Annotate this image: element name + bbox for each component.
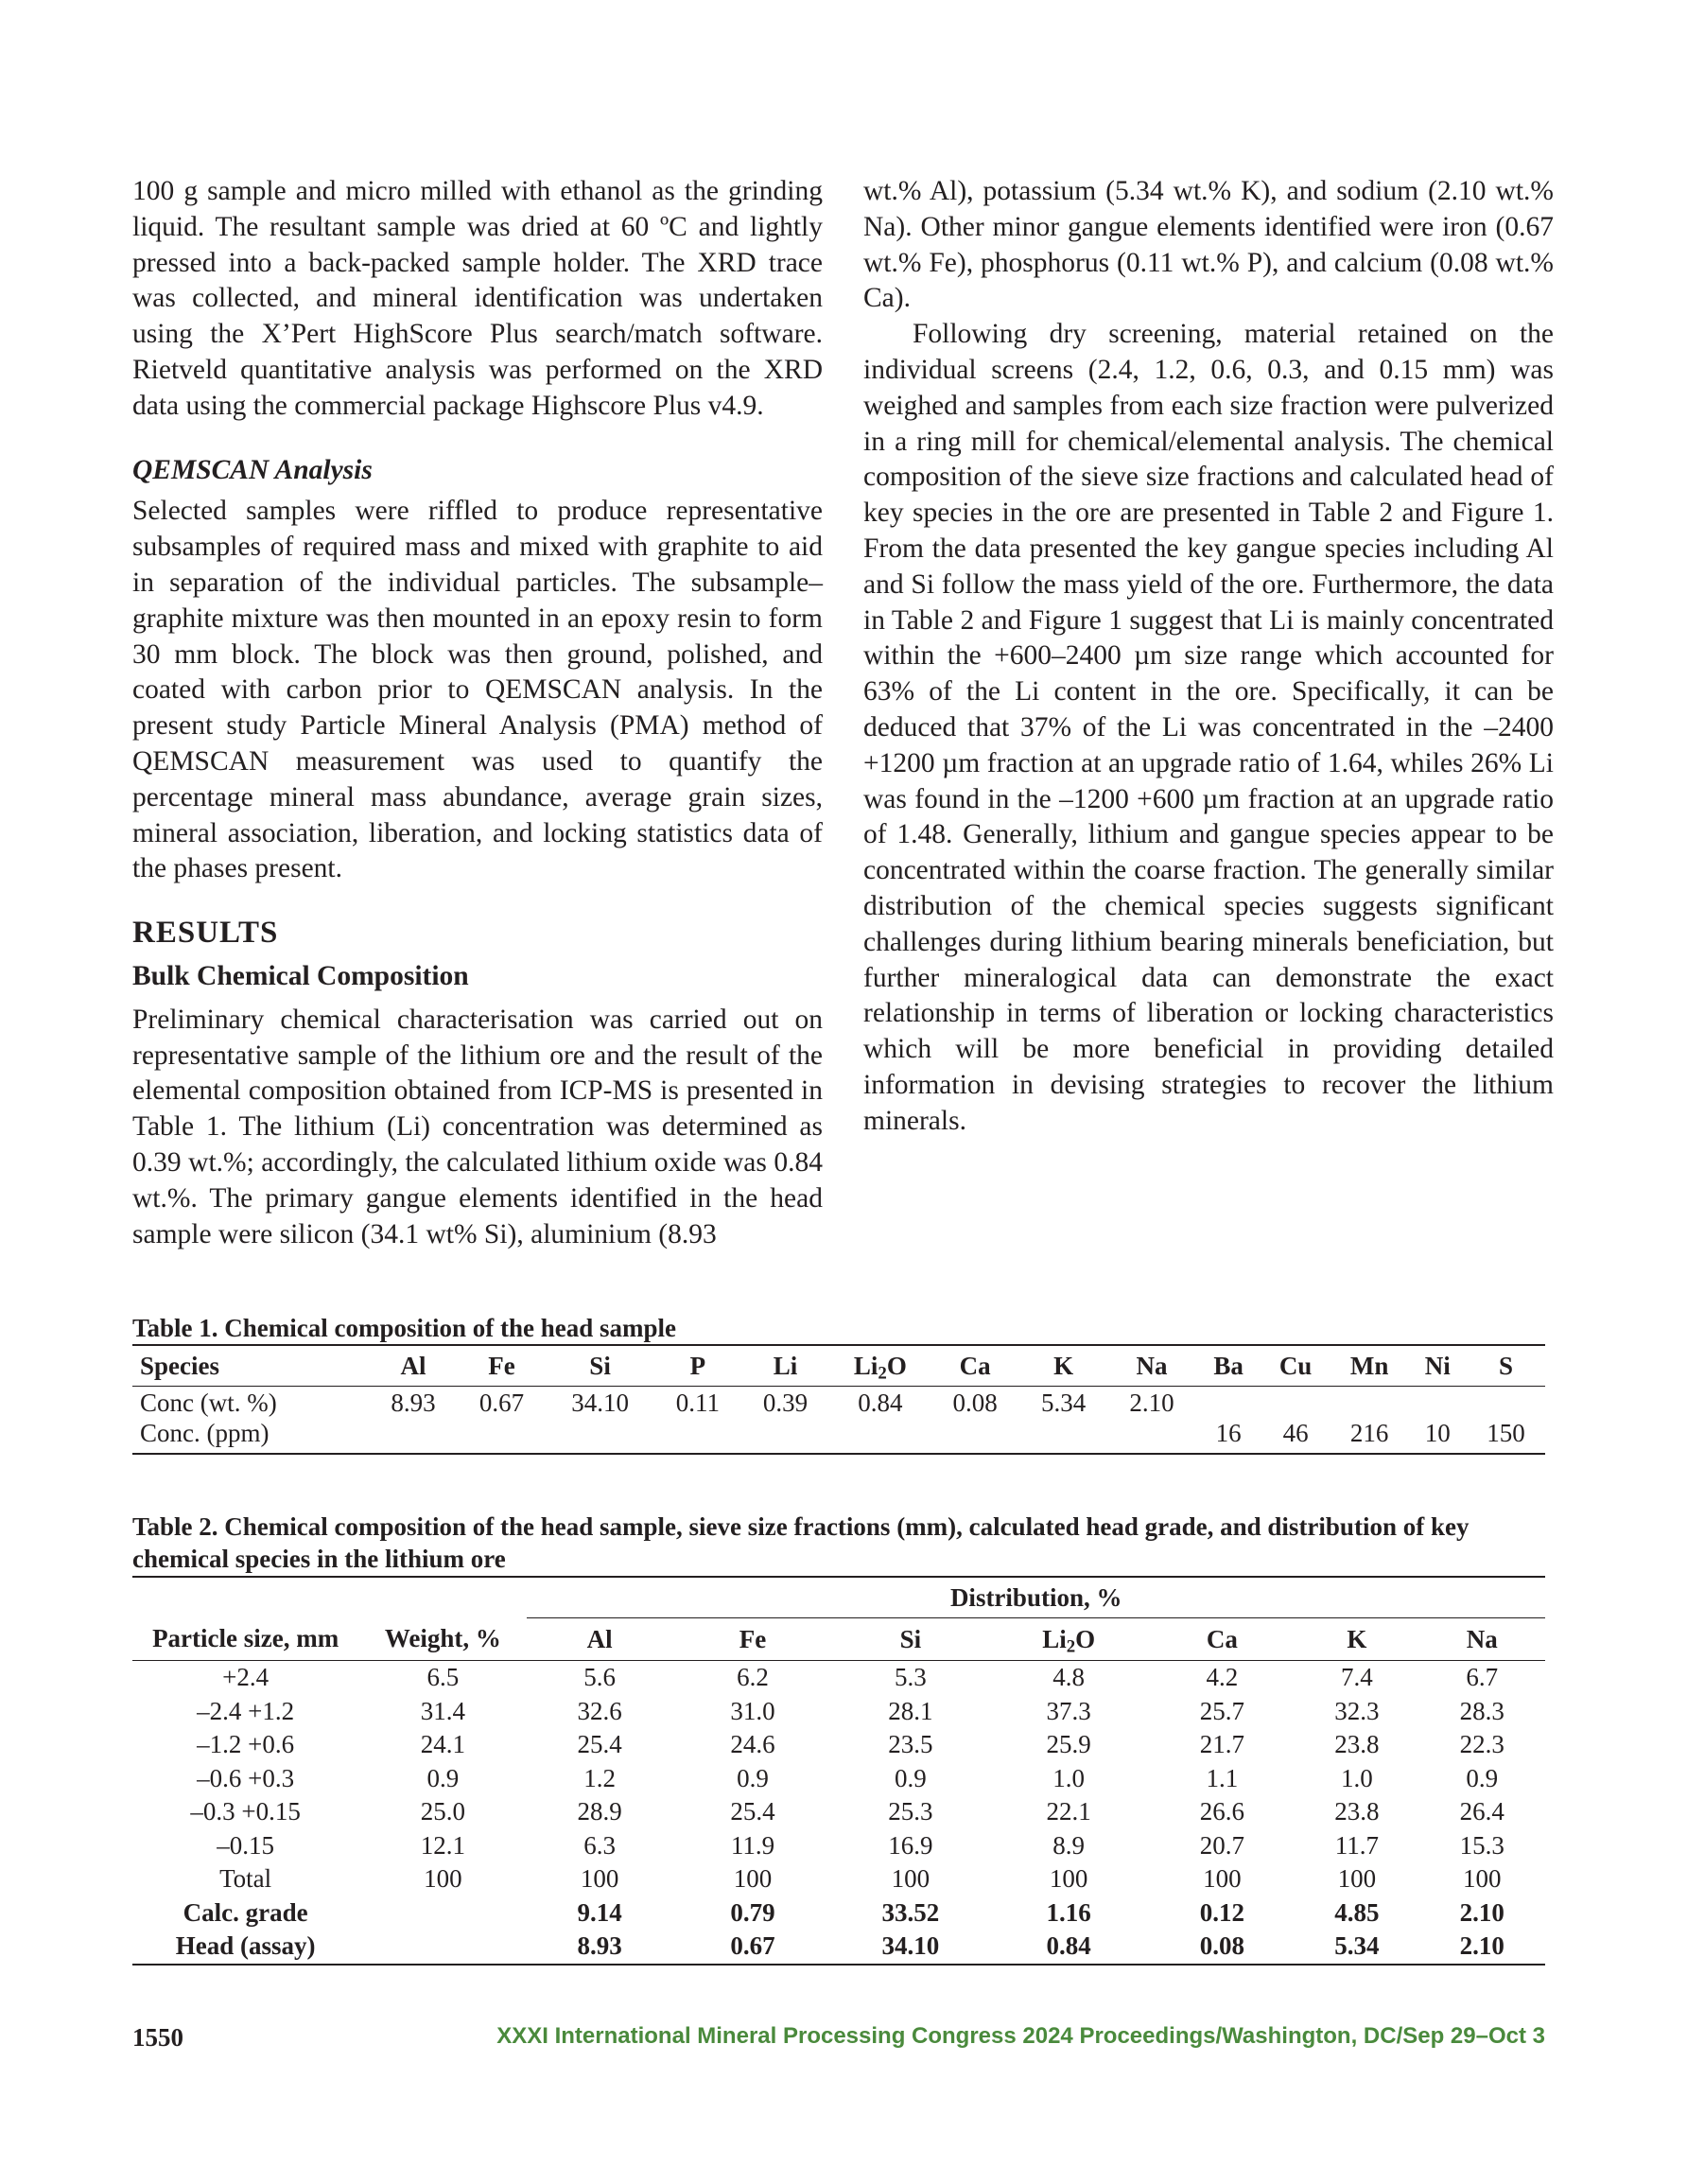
- table-cell: 0.79: [730, 1897, 775, 1927]
- table-cell: [369, 1419, 457, 1454]
- table-cell: 100: [580, 1864, 619, 1894]
- table-cell: 0.9: [1466, 1763, 1499, 1792]
- table-cell: 100: [1337, 1864, 1377, 1894]
- table-header-row: [132, 1345, 1545, 1387]
- table-row: [132, 1419, 1545, 1454]
- table-cell: 16: [1196, 1419, 1261, 1454]
- table-cell: 2.10: [1419, 1930, 1545, 1965]
- table-cell: 5.34: [1295, 1930, 1419, 1965]
- table-cell: 23.5: [888, 1730, 933, 1759]
- table-header-cell: Mn: [1330, 1345, 1409, 1387]
- table-header-cell: Al: [527, 1618, 672, 1661]
- page-number: 1550: [132, 2023, 183, 2052]
- table-cell: 25.7: [1199, 1696, 1244, 1725]
- table-cell: 0.11: [675, 1388, 720, 1417]
- table-header-cell: Al: [369, 1345, 457, 1387]
- table-cell: [1107, 1419, 1195, 1454]
- table-cell: 21.7: [1199, 1730, 1244, 1759]
- table-header-cell: Species: [132, 1345, 369, 1387]
- table-cell: 11.9: [730, 1830, 775, 1860]
- table2-title: [132, 1511, 1551, 1575]
- table-cell: 7.4: [1340, 1663, 1373, 1692]
- right-column: [863, 174, 1554, 1140]
- table-cell: 150: [1467, 1419, 1545, 1454]
- table-cell: [930, 1419, 1018, 1454]
- table-cell: 100: [1049, 1864, 1088, 1894]
- table-cell: –0.3 +0.15: [190, 1797, 301, 1826]
- table-cell: 22.1: [1046, 1797, 1091, 1826]
- table-cell: 2.10: [1459, 1897, 1504, 1927]
- table-header-cell: K: [1019, 1345, 1107, 1387]
- table-cell: 0.67: [672, 1930, 833, 1965]
- paragraph: Selected samples were riffled to produce representative subsamples of required mass and mixed with graphite to aid in separation of the individual particles. The subsample–graphite mixture was then mounted in an epoxy resin to form 30 mm block. The block was then ground, polished, and coated with carbon prior to QEMSCAN analysis. In the present study Particle Mineral Analysis (PMA) method of QEMSCAN measurement was used to quantify the percentage mineral mass abundance, average grain sizes, mineral association, liberation, and locking statistics data of the phases present.: [132, 496, 823, 884]
- table-cell: –0.6 +0.3: [197, 1763, 295, 1792]
- table-cell: 20.7: [1199, 1830, 1244, 1860]
- table-cell: 32.6: [577, 1696, 622, 1725]
- table-cell: [358, 1896, 527, 1931]
- table-cell: 1.1: [1206, 1763, 1239, 1792]
- table-cell: –1.2 +0.6: [197, 1730, 295, 1759]
- table-cell: 25.0: [420, 1797, 465, 1826]
- table-row: [132, 1862, 1545, 1896]
- table-cell: 0.08: [952, 1388, 998, 1417]
- table-cell: 0.67: [478, 1388, 525, 1417]
- table-row: [132, 1829, 1545, 1863]
- table-header-cell: Ca: [1150, 1618, 1296, 1661]
- table-cell: 34.10: [833, 1930, 988, 1965]
- table-cell: 25.9: [1046, 1730, 1091, 1759]
- table-cell: Total: [219, 1864, 272, 1894]
- table-cell: 23.8: [1334, 1797, 1380, 1826]
- paragraph: Preliminary chemical characterisation was carried out on representative sample of the lithium ore and the result of the elemental composition obtained from ICP-MS is presented in Table 1. The lithium (Li) concentration was determined as 0.39 wt.%; accordingly, the calculated lithium oxide was 0.84 wt.%. The primary gangue elements identified in the head sample were silicon (34.1 wt% Si), aluminium (8.93: [132, 1004, 823, 1249]
- table-cell: 5.6: [583, 1663, 617, 1692]
- formula-subscript: 2: [1066, 1636, 1076, 1657]
- formula-tail: O: [886, 1351, 907, 1380]
- table-cell: 0.9: [426, 1763, 460, 1792]
- table-header-cell: Si: [833, 1618, 988, 1661]
- table-cell: 9.14: [577, 1897, 622, 1927]
- table-cell: 4.85: [1334, 1897, 1380, 1927]
- table-cell: 25.4: [577, 1730, 622, 1759]
- table-cell: –0.15: [217, 1830, 275, 1860]
- table-header-cell: [988, 1618, 1150, 1661]
- table-cell: 1.0: [1340, 1763, 1373, 1792]
- left-column: [132, 174, 823, 1252]
- table-cell: 34.10: [571, 1388, 629, 1417]
- table-cell: 100: [891, 1864, 930, 1894]
- paragraph: wt.% Al), potassium (5.34 wt.% K), and sodium (2.10 wt.% Na). Other minor gangue elements identified were iron (0.67 wt.% Fe), phosphorus (0.11 wt.% P), and calcium (0.08 wt.% Ca).: [863, 176, 1554, 314]
- table-row: [132, 1896, 1545, 1931]
- table-cell: [741, 1419, 829, 1454]
- table-cell: 15.3: [1459, 1830, 1504, 1860]
- table-row: [132, 1695, 1545, 1729]
- table-cell: [1330, 1387, 1409, 1420]
- table-header-row: [132, 1618, 1545, 1661]
- table2-title-line: Table 2. Chemical composition of the head sample, sieve size fractions (mm), calculated head grade, and distribution of key: [132, 1512, 1470, 1541]
- table-header-cell: S: [1467, 1345, 1545, 1387]
- table-cell: 0.84: [988, 1930, 1150, 1965]
- table-cell: 28.3: [1459, 1696, 1504, 1725]
- table-cell: 1.0: [1052, 1763, 1086, 1792]
- table-cell: [829, 1419, 930, 1454]
- formula-tail: O: [1075, 1624, 1096, 1653]
- table-cell: [358, 1930, 527, 1965]
- table-cell: 26.6: [1199, 1797, 1244, 1826]
- table-cell: 32.3: [1334, 1696, 1380, 1725]
- table-header-cell: K: [1295, 1618, 1419, 1661]
- table-cell: 216: [1330, 1419, 1409, 1454]
- table-row: [132, 1661, 1545, 1695]
- table-row: [132, 1728, 1545, 1762]
- table-cell: Head (assay): [132, 1930, 358, 1965]
- table-header-cell: Ca: [930, 1345, 1018, 1387]
- table-cell: 100: [424, 1864, 462, 1894]
- table-cell: +2.4: [222, 1663, 270, 1692]
- table-cell: Calc. grade: [183, 1897, 308, 1927]
- bulk-chemical-heading: Bulk Chemical Composition: [132, 960, 469, 991]
- table-cell: [1196, 1387, 1261, 1420]
- table-cell: [1409, 1387, 1468, 1420]
- table-cell: 5.3: [895, 1663, 927, 1692]
- table-cell: 100: [733, 1864, 773, 1894]
- table-header-spacer: [358, 1577, 527, 1618]
- table-cell: 100: [1463, 1864, 1502, 1894]
- table-row: [132, 1762, 1545, 1796]
- table-cell: 4.2: [1206, 1663, 1239, 1692]
- table-cell: 0.39: [762, 1388, 809, 1417]
- table-header-row: [132, 1577, 1545, 1618]
- table-header-cell: [829, 1345, 930, 1387]
- table-cell: 8.9: [1052, 1830, 1086, 1860]
- table-cell: 31.0: [730, 1696, 775, 1725]
- table-cell: 10: [1409, 1419, 1468, 1454]
- distribution-header: Distribution, %: [527, 1577, 1545, 1618]
- table-header-cell: Weight, %: [358, 1618, 527, 1661]
- paragraph: 100 g sample and micro milled with ethanol as the grinding liquid. The resultant sample was dried at 60 ºC and lightly pressed into a back-packed sample holder. The XRD trace was collected, and mineral identification was undertaken using the X’Pert HighScore Plus search/match software. Rietveld quantitative analysis was performed on the XRD data using the commercial package Highscore Plus v4.9.: [132, 176, 823, 421]
- table-header-cell: Fe: [458, 1345, 546, 1387]
- table-cell: 23.8: [1334, 1730, 1380, 1759]
- table-cell: 0.12: [1199, 1897, 1244, 1927]
- table-header-spacer: [132, 1577, 358, 1618]
- table-header-cell: Cu: [1261, 1345, 1330, 1387]
- table-cell: [654, 1419, 741, 1454]
- table-header-cell: Ni: [1409, 1345, 1468, 1387]
- table-cell: 31.4: [420, 1696, 465, 1725]
- table-cell: 25.4: [730, 1797, 775, 1826]
- table-cell: 8.93: [391, 1388, 436, 1417]
- table-cell: 0.9: [737, 1763, 769, 1792]
- table-row: [132, 1387, 1545, 1420]
- table-cell: [1467, 1387, 1545, 1420]
- formula-symbol: Li: [1042, 1624, 1067, 1653]
- table-header-cell: Li: [741, 1345, 829, 1387]
- table-header-cell: Fe: [672, 1618, 833, 1661]
- table-cell: [458, 1419, 546, 1454]
- table-cell: 46: [1261, 1419, 1330, 1454]
- table-cell: 37.3: [1046, 1696, 1091, 1725]
- conference-name: XXXI International Mineral Processing Congress 2024 Proceedings/Washington, DC/Sep 29–Oct 3: [496, 2023, 1545, 2049]
- table-cell: [1261, 1387, 1330, 1420]
- table-header-cell: Na: [1107, 1345, 1195, 1387]
- table-cell: 24.1: [420, 1730, 465, 1759]
- table1-title: Table 1. Chemical composition of the head sample: [132, 1314, 677, 1342]
- table-cell: 5.34: [1040, 1388, 1087, 1417]
- table-cell: 26.4: [1459, 1797, 1504, 1826]
- table-cell: 1.16: [1046, 1897, 1091, 1927]
- table-cell: 6.5: [426, 1663, 460, 1692]
- table-row-label: Conc. (ppm): [132, 1419, 369, 1454]
- table-cell: 0.9: [895, 1763, 927, 1792]
- table-cell: 4.8: [1052, 1663, 1086, 1692]
- table-row: [132, 1795, 1545, 1829]
- formula-symbol: Li: [853, 1351, 878, 1380]
- table2-body: [132, 1661, 1545, 1965]
- table2-title-line: chemical species in the lithium ore: [132, 1545, 506, 1573]
- table-cell: 12.1: [420, 1830, 465, 1860]
- table1: [132, 1344, 1545, 1455]
- table-cell: 6.2: [737, 1663, 769, 1692]
- table2: [132, 1576, 1545, 1966]
- table-cell: 11.7: [1334, 1830, 1379, 1860]
- table-cell: 33.52: [881, 1897, 940, 1927]
- results-heading: RESULTS: [132, 916, 279, 951]
- table-row: [132, 1930, 1545, 1965]
- table-cell: 28.9: [577, 1797, 622, 1826]
- table-cell: 22.3: [1459, 1730, 1504, 1759]
- table-cell: 8.93: [527, 1930, 672, 1965]
- table-cell: 6.3: [583, 1830, 617, 1860]
- table-header-cell: Particle size, mm: [132, 1618, 358, 1661]
- table-cell: 28.1: [888, 1696, 933, 1725]
- page-footer: [132, 2023, 1545, 2055]
- table-header-cell: Na: [1419, 1618, 1545, 1661]
- table-header-cell: Si: [546, 1345, 654, 1387]
- table-cell: 6.7: [1466, 1663, 1499, 1692]
- table-cell: 25.3: [888, 1797, 933, 1826]
- table-cell: 2.10: [1129, 1388, 1174, 1417]
- table-cell: [1019, 1419, 1107, 1454]
- table-cell: 24.6: [730, 1730, 775, 1759]
- table-cell: 0.08: [1150, 1930, 1296, 1965]
- table-cell: 100: [1203, 1864, 1242, 1894]
- table-cell: 16.9: [888, 1830, 933, 1860]
- table-cell: [546, 1419, 654, 1454]
- formula-subscript: 2: [878, 1363, 887, 1384]
- table-header-cell: Ba: [1196, 1345, 1261, 1387]
- table-cell: 0.84: [858, 1388, 903, 1417]
- qemscan-heading: QEMSCAN Analysis: [132, 454, 373, 485]
- table-cell: –2.4 +1.2: [197, 1696, 295, 1725]
- table-header-cell: P: [654, 1345, 741, 1387]
- table-row-label: Conc (wt. %): [140, 1388, 277, 1417]
- table-cell: 1.2: [583, 1763, 617, 1792]
- paragraph: Following dry screening, material retained on the individual screens (2.4, 1.2, 0.6, 0.3, and 0.15 mm) was weighed and samples from each size fraction were pulverized in a ring mill for chemical/elemental analysis. The chemical composition of the sieve size fractions and calculated head of key species in the ore are presented in Table 2 and Figure 1. From the data presented the key gangue species including Al and Si follow the mass yield of the ore. Furthermore, the data in Table 2 and Figure 1 suggest that Li is mainly concentrated within the +600–2400 µm size range which accounted for 63% of the Li content in the ore. Specifically, it can be deduced that 37% of the Li was concentrated in the –2400 +1200 µm fraction at an upgrade ratio of 1.64, whiles 26% Li was found in the –1200 +600 µm fraction at an upgrade ratio of 1.48. Generally, lithium and gangue species appear to be concentrated within the coarse fraction. The generally similar distribution of the chemical species suggests significant challenges during lithium bearing minerals beneficiation, but further mineralogical data can demonstrate the exact relationship in terms of liberation or locking characteristics which will be more beneficial in providing detailed information in devising strategies to recover the lithium minerals.: [863, 319, 1554, 1136]
